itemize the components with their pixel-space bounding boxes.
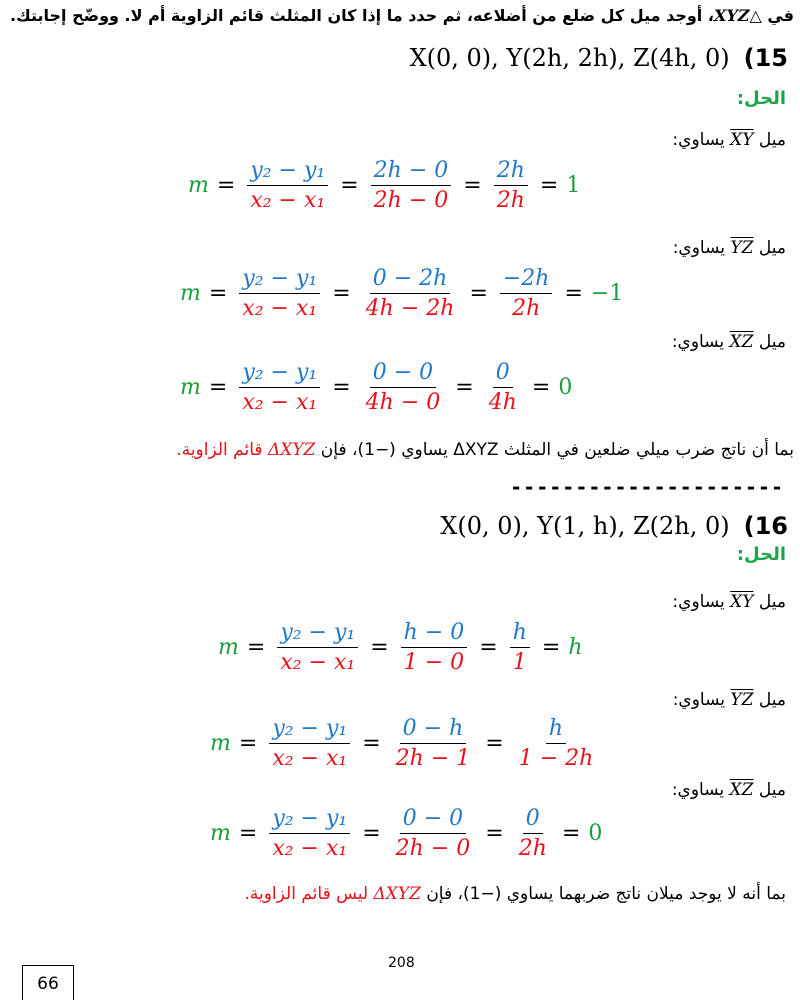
problem-instructions: في XYZ△، أوجد ميل كل ضلع من أضلاعه، ثم حدد ما إذا كان المثلث قائم الزاوية أم لا. ووضّح إجابتك. [9, 6, 794, 25]
result-15-xy: 1 [566, 173, 581, 198]
slope-label-yz-16: ميل $\overline{YZ}$ يساوي: [672, 690, 786, 710]
verdict-16: ليس قائم الزاوية. [244, 884, 369, 904]
equation-16-xz: m = $\frac{\text{y₂ − y₁}}{\text{x₂ − x₁}}$ = $\frac{0 - 0}{2h - 0}$ = $\frac{0}{2h}$ = 0 [210, 806, 603, 861]
result-15-xz: 0 [558, 375, 573, 400]
slope-label-xz: ميل $\overline{XZ}$ يساوي: [671, 332, 786, 352]
slope-label-yz: ميل $\overline{YZ}$ يساوي: [672, 238, 786, 258]
segment-xy: $\overline{XY}$ [730, 130, 754, 150]
slope-label-xz-16: ميل $\overline{XZ}$ يساوي: [671, 780, 786, 800]
separator-line: --------------------- [510, 475, 784, 499]
conclusion-15: بما أن ناتج ضرب ميلي ضلعين في المثلث ΔXYZ يساوي (−1)، فإن ΔXYZ قائم الزاوية. [176, 440, 794, 460]
footer-box-number: 66 [22, 965, 74, 1000]
triangle-name: XYZ△ [713, 6, 762, 25]
equation-16-xy: m = $\frac{\text{y₂ − y₁}}{\text{x₂ − x₁}}$ = $\frac{h - 0}{1 - 0}$ = $\frac{h}{1}$ = h [218, 620, 583, 675]
problem-15-points: X(0, 0), Y(2h, 2h), Z(4h, 0) [409, 44, 730, 72]
equation-16-yz: m = $\frac{\text{y₂ − y₁}}{\text{x₂ − x₁}}$ = $\frac{0 - h}{2h - 1}$ = $\frac{h}{1 - 2h}$ [210, 716, 594, 771]
segment-xy-16: $\overline{XY}$ [730, 592, 754, 612]
result-15-yz: −1 [590, 281, 624, 306]
segment-yz: $\overline{YZ}$ [730, 238, 754, 258]
problem-16-points: X(0, 0), Y(1, h), Z(2h, 0) [440, 512, 730, 540]
problem-16-number: (16 [743, 512, 788, 540]
equation-15-yz: m = $\frac{\text{y₂ − y₁}}{\text{x₂ − x₁}}$ = $\frac{0 - 2h}{4h - 2h}$ = $\frac{-2h}{2h}$ = −1 [180, 266, 624, 321]
result-16-xy: h [568, 635, 583, 660]
problem-16-header [440, 512, 788, 540]
verdict-15: قائم الزاوية. [176, 440, 263, 460]
slope-label-xy: ميل $\overline{XY}$ يساوي: [672, 130, 786, 150]
equation-15-xz: m = $\frac{\text{y₂ − y₁}}{\text{x₂ − x₁}}$ = $\frac{0 - 0}{4h - 0}$ = $\frac{0}{4h}$ = 0 [180, 360, 573, 415]
equation-15-xy: m = $\frac{\text{y₂ − y₁}}{\text{x₂ − x₁}}$ = $\frac{2h - 0}{2h - 0}$ = $\frac{2h}{2h}$ = 1 [188, 158, 581, 213]
segment-xz-16: $\overline{XZ}$ [729, 780, 754, 800]
result-16-xz: 0 [588, 821, 603, 846]
solution-label-16: الحل: [736, 544, 786, 565]
page-number: 208 [388, 955, 415, 971]
solution-label-15: الحل: [736, 88, 786, 109]
segment-xz: $\overline{XZ}$ [729, 332, 754, 352]
segment-yz-16: $\overline{YZ}$ [730, 690, 754, 710]
conclusion-16: بما أنه لا يوجد ميلان ناتج ضربهما يساوي (−1)، فإن ΔXYZ ليس قائم الزاوية. [244, 884, 786, 904]
problem-15-header [410, 44, 788, 72]
problem-15-number: (15 [743, 44, 788, 72]
slope-label-xy-16: ميل $\overline{XY}$ يساوي: [672, 592, 786, 612]
